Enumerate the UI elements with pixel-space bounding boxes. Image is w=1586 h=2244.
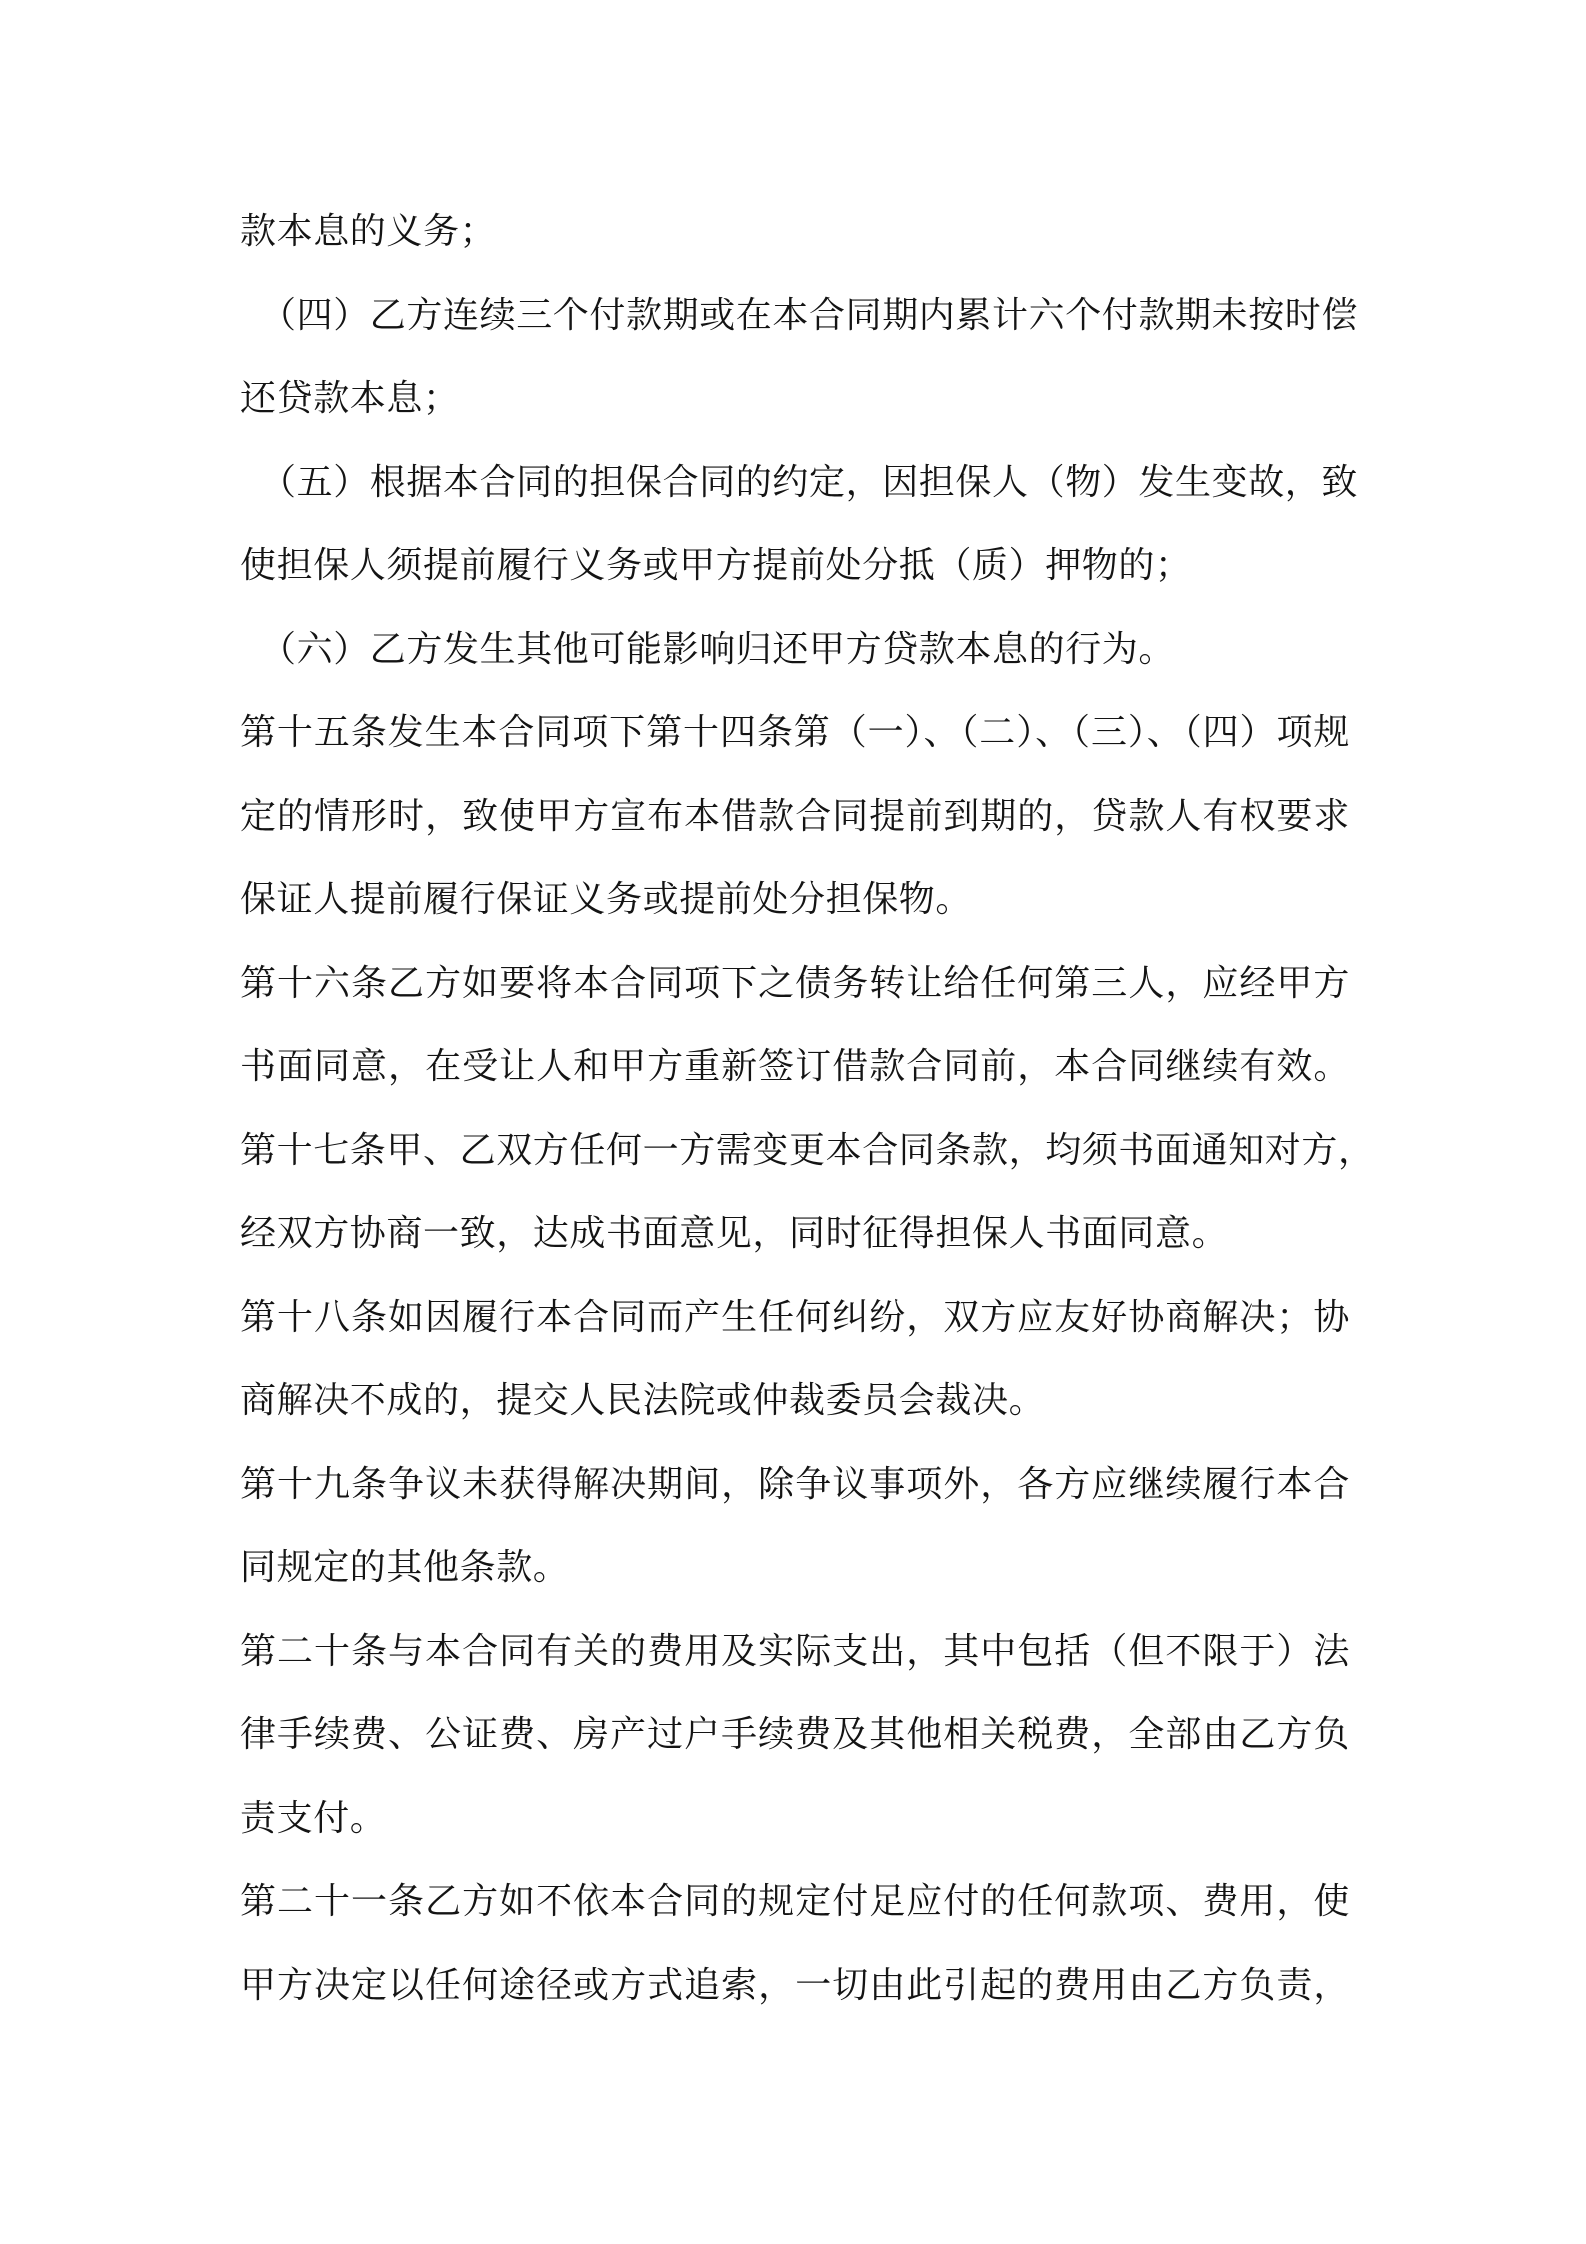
text-line: 第二十条与本合同有关的费用及实际支出，其中包括（但不限于）法 (240, 1630, 1350, 1672)
text-line: 定的情形时，致使甲方宣布本借款合同提前到期的，贷款人有权要求 (240, 795, 1350, 837)
text-line: 经双方协商一致，达成书面意见，同时征得担保人书面同意。 (240, 1213, 1229, 1254)
text-line: 书面同意，在受让人和甲方重新签订借款合同前，本合同继续有效。 (240, 1046, 1350, 1087)
text-line: 还贷款本息； (240, 378, 460, 419)
text-line: 律手续费、公证费、房产过户手续费及其他相关税费，全部由乙方负 (240, 1714, 1350, 1755)
text-line: 第十八条如因履行本合同而产生任何纠纷，双方应友好协商解决；协 (240, 1296, 1350, 1338)
text-line: 第二十一条乙方如不依本合同的规定付足应付的任何款项、费用，使 (240, 1881, 1350, 1922)
contract-text-body (240, 190, 1375, 2027)
text-line: 使担保人须提前履行义务或甲方提前处分抵（质）押物的； (240, 545, 1192, 586)
text-line: 第十六条乙方如要将本合同项下之债务转让给任何第三人，应经甲方 (240, 962, 1350, 1004)
text-line: 保证人提前履行保证义务或提前处分担保物。 (240, 879, 973, 920)
text-line: 第十五条发生本合同项下第十四条第（一）、（二）、（三）、（四）项规 (240, 712, 1350, 753)
text-line: （六）乙方发生其他可能影响归还甲方贷款本息的行为。 (260, 628, 1176, 670)
text-line: 商解决不成的，提交人民法院或仲裁委员会裁决。 (240, 1380, 1046, 1421)
text-line: （五）根据本合同的担保合同的约定，因担保人（物）发生变故，致 (260, 461, 1359, 503)
text-line: 同规定的其他条款。 (240, 1547, 570, 1588)
text-line: 第十七条甲、乙双方任何一方需变更本合同条款，均须书面通知对方， (240, 1129, 1375, 1171)
text-line: 责支付。 (240, 1797, 387, 1839)
text-line: 甲方决定以任何途径或方式追索，一切由此引起的费用由乙方负责， (240, 1964, 1350, 2006)
text-line: 款本息的义务； (240, 211, 497, 252)
text-line: 第十九条争议未获得解决期间，除争议事项外，各方应继续履行本合 (240, 1463, 1350, 1505)
text-line: （四）乙方连续三个付款期或在本合同期内累计六个付款期未按时偿 (260, 294, 1359, 336)
